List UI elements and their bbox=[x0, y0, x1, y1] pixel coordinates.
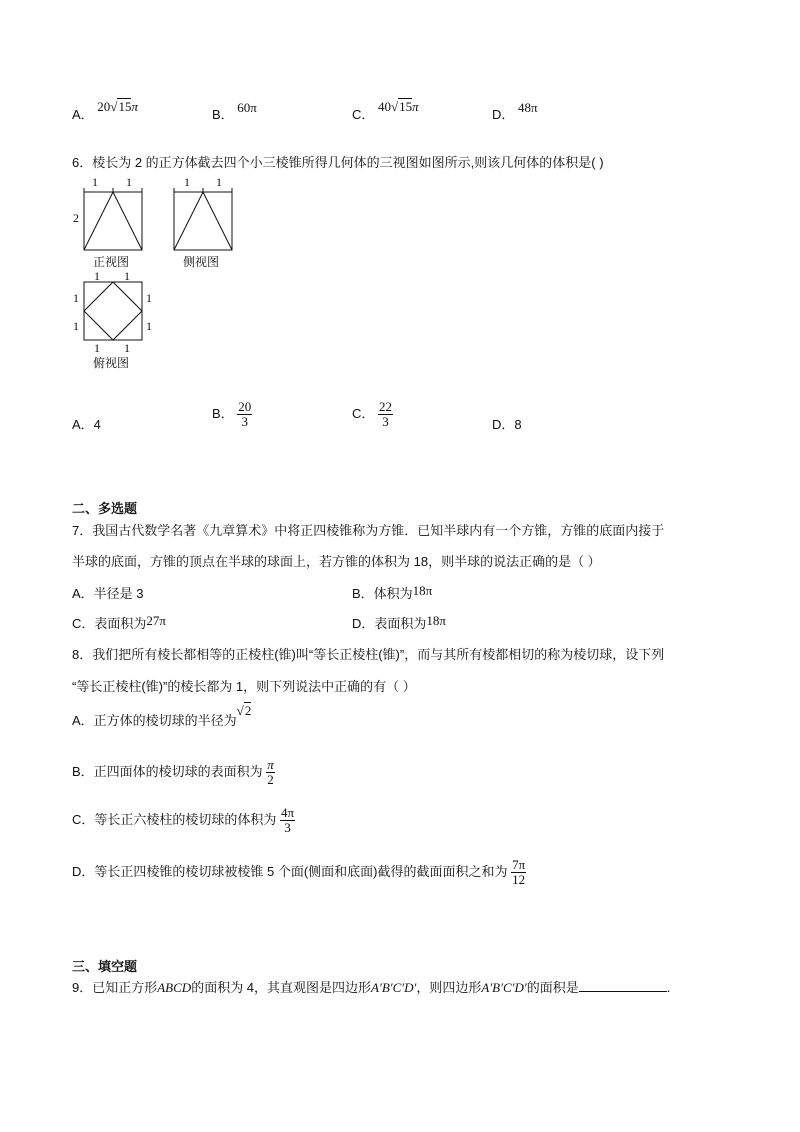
math-expression: 40√15π bbox=[378, 99, 419, 114]
math-expression: 48π bbox=[518, 100, 538, 115]
q6-option-b: B． $\frac{20}{3}$ bbox=[212, 399, 252, 429]
top-view bbox=[73, 269, 152, 370]
three-view-figure bbox=[66, 172, 246, 372]
dim-label: 1 bbox=[146, 291, 152, 305]
q8-option-c: C．等长正六棱柱的棱切球的体积为 $\frac{4\pi}{3}$ bbox=[72, 805, 295, 835]
fraction: $\frac{7\pi}{12}$ bbox=[512, 857, 526, 887]
fraction: $\frac{4\pi}{3}$ bbox=[281, 805, 295, 835]
dim-label: 2 bbox=[73, 211, 79, 225]
side-view-label: 侧视图 bbox=[183, 255, 220, 269]
q7-line2: 半球的底面，方锥的顶点在半球的球面上，若方锥的体积为 18，则半球的说法正确的是（ ） bbox=[72, 554, 601, 569]
math-expression: 20√15π bbox=[97, 99, 138, 114]
top-view-label: 俯视图 bbox=[93, 356, 130, 370]
q7-option-a: A．半径是 3 bbox=[72, 586, 144, 601]
q7-option-b: B．体积为18π bbox=[352, 583, 433, 601]
q7-option-d: D．表面积为18π bbox=[352, 613, 446, 631]
option-letter: C． bbox=[352, 107, 375, 122]
q8-line2: “等长正棱柱(锥)”的棱长都为 1，则下列说法中正确的有（ ） bbox=[72, 679, 416, 694]
q5-option-a bbox=[72, 99, 138, 123]
dim-label: 1 bbox=[184, 175, 190, 189]
dim-label: 1 bbox=[73, 291, 79, 305]
q5-option-b bbox=[212, 100, 257, 123]
dim-label: 1 bbox=[124, 269, 130, 283]
q5-option-c bbox=[352, 99, 419, 123]
answer-blank[interactable] bbox=[579, 979, 667, 992]
q9-stem: 9．已知正方形ABCD的面积为 4，其直观图是四边形A′B′C′D′，则四边形A′B′C′D′的面积是 . bbox=[72, 980, 671, 995]
section-heading: 三、填空题 bbox=[72, 959, 138, 974]
math-expression: √2 bbox=[236, 703, 252, 718]
fraction: $\frac{\pi}{2}$ bbox=[267, 757, 274, 787]
fraction: $\frac{20}{3}$ bbox=[238, 399, 252, 429]
dim-label: 1 bbox=[126, 175, 132, 189]
q8-option-d: D．等长正四棱锥的棱切球被棱锥 5 个面(侧面和底面)截得的截面面积之和为 $\frac{7\pi}{12}$ bbox=[72, 857, 526, 887]
dim-label: 1 bbox=[124, 341, 130, 355]
q6-option-a: A．4 bbox=[72, 417, 101, 432]
q7-option-c: C．表面积为27π bbox=[72, 613, 166, 631]
q6-option-c: C． $\frac{22}{3}$ bbox=[352, 399, 393, 429]
dim-label: 1 bbox=[94, 269, 100, 283]
option-letter: D． bbox=[492, 107, 515, 122]
dim-label: 1 bbox=[146, 319, 152, 333]
section-heading: 二、多选题 bbox=[72, 501, 138, 516]
q5-option-d bbox=[492, 100, 538, 123]
q8-option-b: B．正四面体的棱切球的表面积为 $\frac{\pi}{2}$ bbox=[72, 757, 274, 787]
fraction: $\frac{22}{3}$ bbox=[379, 399, 393, 429]
dim-label: 1 bbox=[216, 175, 222, 189]
q7-line1: 7．我国古代数学名著《九章算术》中将正四棱锥称为方锥．已知半球内有一个方锥，方锥的底面内接于 bbox=[72, 523, 665, 538]
dim-label: 1 bbox=[94, 341, 100, 355]
dim-label: 1 bbox=[73, 319, 79, 333]
front-view bbox=[73, 175, 142, 269]
dim-label: 1 bbox=[92, 175, 98, 189]
q6-stem: 6．棱长为 2 的正方体截去四个小三棱锥所得几何体的三视图如图所示,则该几何体的体积是( ) bbox=[72, 155, 604, 170]
math-expression: 60π bbox=[237, 100, 257, 115]
front-view-label: 正视图 bbox=[93, 255, 130, 269]
side-view bbox=[174, 175, 232, 269]
q6-option-d: D．8 bbox=[492, 417, 522, 432]
q8-line1: 8．我们把所有棱长都相等的正棱柱(锥)叫“等长正棱柱(锥)”，而与其所有棱都相切的称为棱切球，设下列 bbox=[72, 647, 665, 662]
option-letter: B． bbox=[212, 107, 234, 122]
q8-option-a: A．正方体的棱切球的半径为√2 bbox=[72, 703, 252, 728]
option-letter: A． bbox=[72, 107, 94, 122]
